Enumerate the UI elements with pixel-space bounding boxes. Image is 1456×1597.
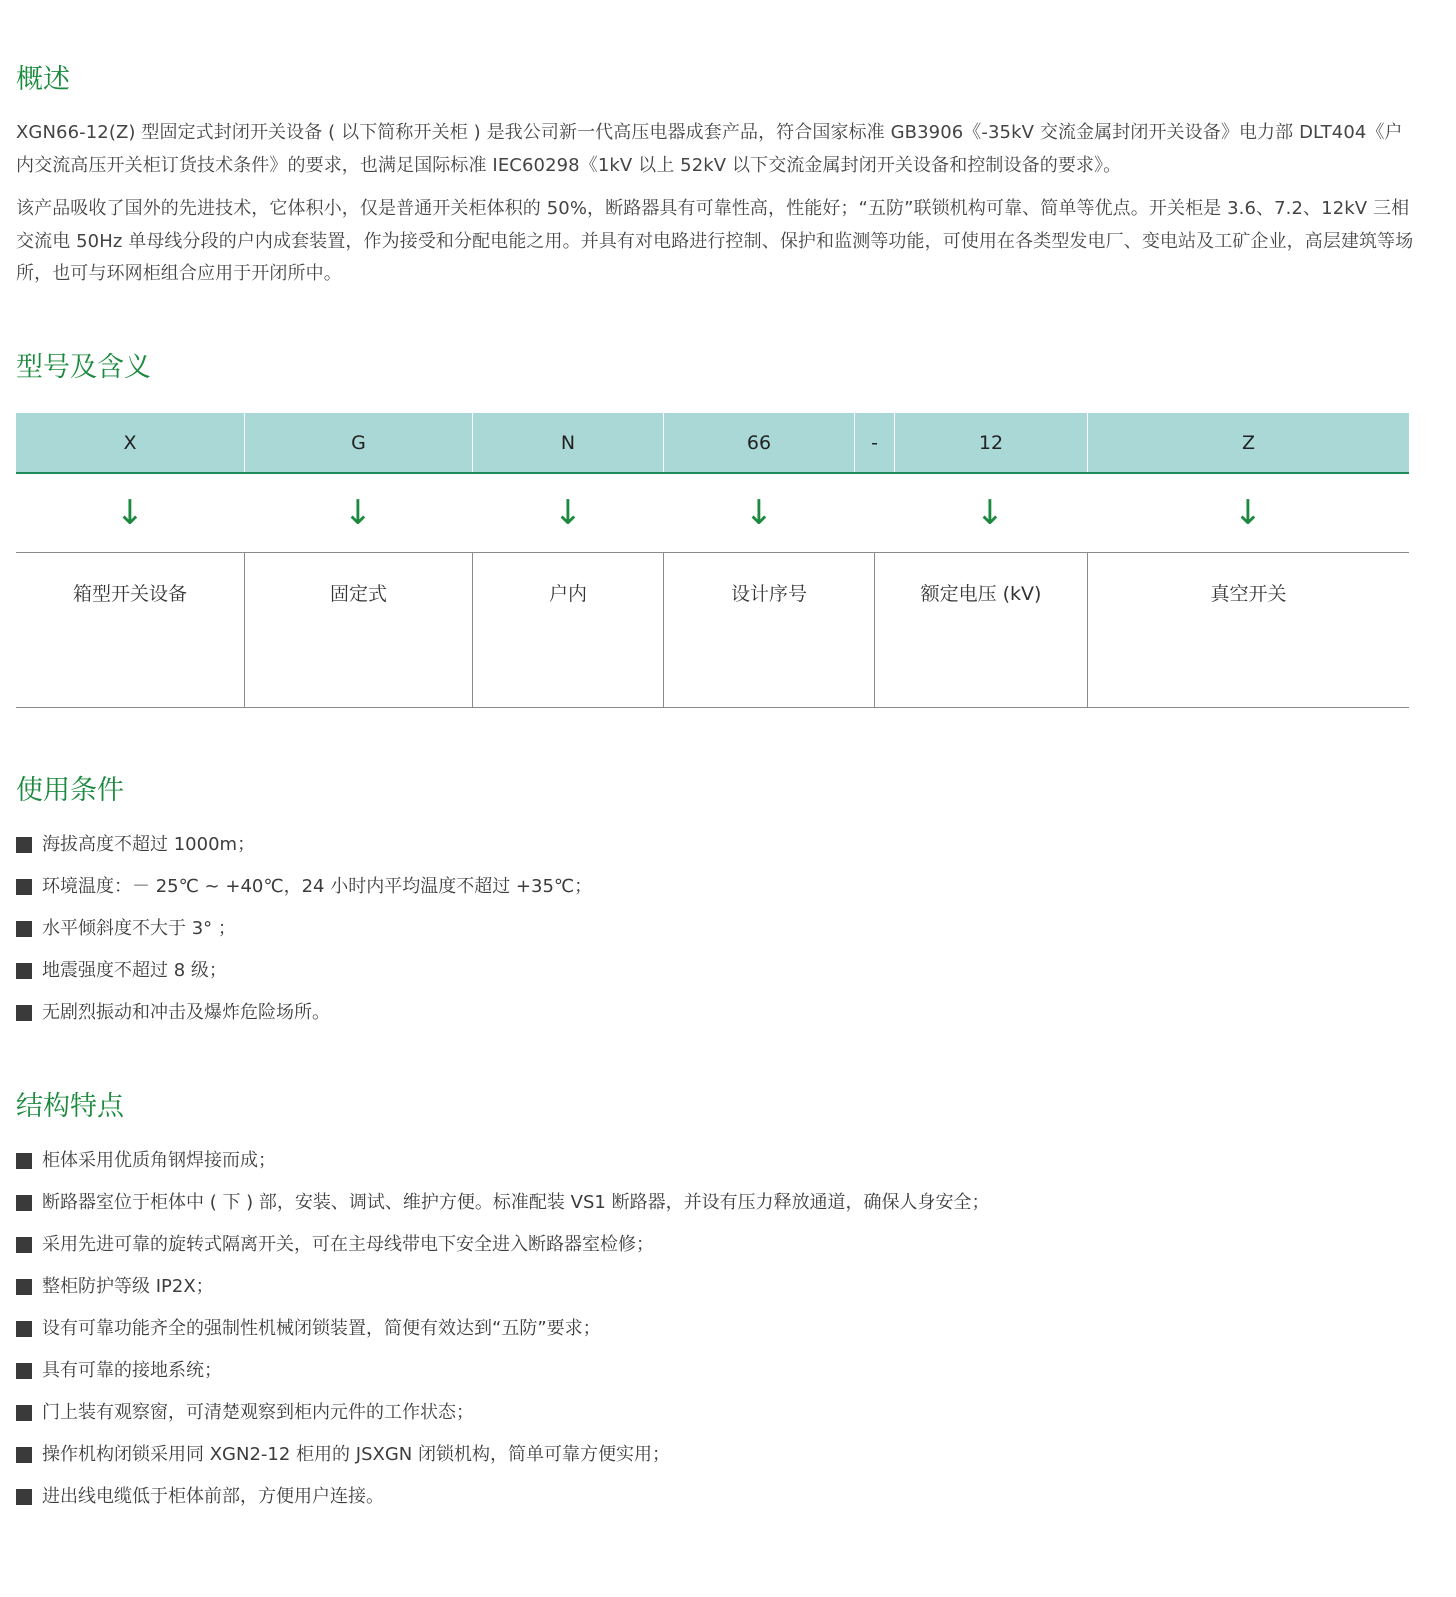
model-desc-vacuum-switch: 真空开关: [1087, 553, 1409, 707]
list-item: 无剧烈振动和冲击及爆炸危险场所。: [16, 998, 592, 1040]
list-item: 柜体采用优质角钢焊接而成；: [16, 1146, 990, 1188]
list-item: 进出线电缆低于柜体前部，方便用户连接。: [16, 1482, 990, 1524]
arrow-down-icon: ↓: [1233, 493, 1263, 533]
square-bullet-icon: [16, 1321, 32, 1337]
model-code-66: 66: [663, 413, 854, 472]
features-list: [16, 1146, 990, 1524]
list-item: 设有可靠功能齐全的强制性机械闭锁装置，简便有效达到“五防”要求；: [16, 1314, 990, 1356]
square-bullet-icon: [16, 963, 32, 979]
square-bullet-icon: [16, 879, 32, 895]
square-bullet-icon: [16, 1405, 32, 1421]
model-code-g: G: [244, 413, 472, 472]
square-bullet-icon: [16, 837, 32, 853]
model-header-row: [16, 413, 1409, 474]
overview-paragraph-1: XGN66-12(Z) 型固定式封闭开关设备 ( 以下简称开关柜 ) 是我公司新一代高压电器成套产品，符合国家标准 GB3906《-35kV 交流金属封闭开关设备》电力部 DLT404《户内交流高压开关柜订货技术条件》的要求，也满足国际标准 IEC60298《1kV 以上 52kV 以下交流金属封闭开关设备和控制设备的要求》。: [16, 122, 1403, 176]
conditions-title: 使用条件: [16, 775, 124, 806]
model-desc-fixed: 固定式: [244, 553, 472, 707]
square-bullet-icon: [16, 1363, 32, 1379]
model-desc-box-type: 箱型开关设备: [72, 583, 187, 605]
square-bullet-icon: [16, 1447, 32, 1463]
model-desc-indoor: 户内: [472, 553, 663, 707]
conditions-list: [16, 830, 592, 1040]
list-item: 门上装有观察窗，可清楚观察到柜内元件的工作状态；: [16, 1398, 990, 1440]
arrow-down-icon: ↓: [115, 493, 145, 533]
square-bullet-icon: [16, 1195, 32, 1211]
model-code-z: Z: [1087, 413, 1409, 472]
model-code-12: 12: [894, 413, 1087, 472]
model-code-n: N: [472, 413, 663, 472]
overview-title: 概述: [16, 64, 70, 95]
square-bullet-icon: [16, 1005, 32, 1021]
arrow-down-icon: ↓: [975, 493, 1005, 533]
model-code-x: X: [123, 432, 137, 454]
arrow-down-icon: ↓: [343, 493, 373, 533]
model-description-row: [16, 552, 1409, 708]
arrow-down-icon: ↓: [744, 493, 774, 533]
features-title: 结构特点: [16, 1091, 124, 1122]
square-bullet-icon: [16, 1489, 32, 1505]
model-code-dash: -: [854, 413, 894, 472]
square-bullet-icon: [16, 1153, 32, 1169]
model-desc-rated-voltage: 额定电压 (kV): [874, 553, 1087, 707]
overview-paragraph-2: 该产品吸收了国外的先进技术，它体积小，仅是普通开关柜体积的 50%，断路器具有可靠性高，性能好；“五防”联锁机构可靠、简单等优点。开关柜是 3.6、7.2、12kV 三相交流电 50Hz 单母线分段的户内成套装置，作为接受和分配电能之用。并具有对电路进行控制、保护和监测等功能，可使用在各类型发电厂、变电站及工矿企业，高层建筑等场所，也可与环网柜组合应用于开闭所中。: [16, 198, 1414, 284]
list-item: 采用先进可靠的旋转式隔离开关，可在主母线带电下安全进入断路器室检修；: [16, 1230, 990, 1272]
square-bullet-icon: [16, 1237, 32, 1253]
list-item: 整柜防护等级 IP2X；: [16, 1272, 990, 1314]
list-item: 水平倾斜度不大于 3° ；: [16, 914, 592, 956]
model-desc-design-no: 设计序号: [663, 553, 874, 707]
square-bullet-icon: [16, 921, 32, 937]
list-item: 环境温度：－ 25℃ ~ +40℃，24 小时内平均温度不超过 +35℃；: [16, 872, 592, 914]
list-item: 断路器室位于柜体中 ( 下 ) 部，安装、调试、维护方便。标准配装 VS1 断路器，并设有压力释放通道，确保人身安全；: [16, 1188, 990, 1230]
arrow-down-icon: ↓: [553, 493, 583, 533]
list-item: 操作机构闭锁采用同 XGN2-12 柜用的 JSXGN 闭锁机构，简单可靠方便实用；: [16, 1440, 990, 1482]
square-bullet-icon: [16, 1279, 32, 1295]
list-item: 地震强度不超过 8 级；: [16, 956, 592, 998]
list-item: 具有可靠的接地系统；: [16, 1356, 990, 1398]
model-title: 型号及含义: [16, 352, 151, 383]
list-item: 海拔高度不超过 1000m；: [16, 830, 592, 872]
